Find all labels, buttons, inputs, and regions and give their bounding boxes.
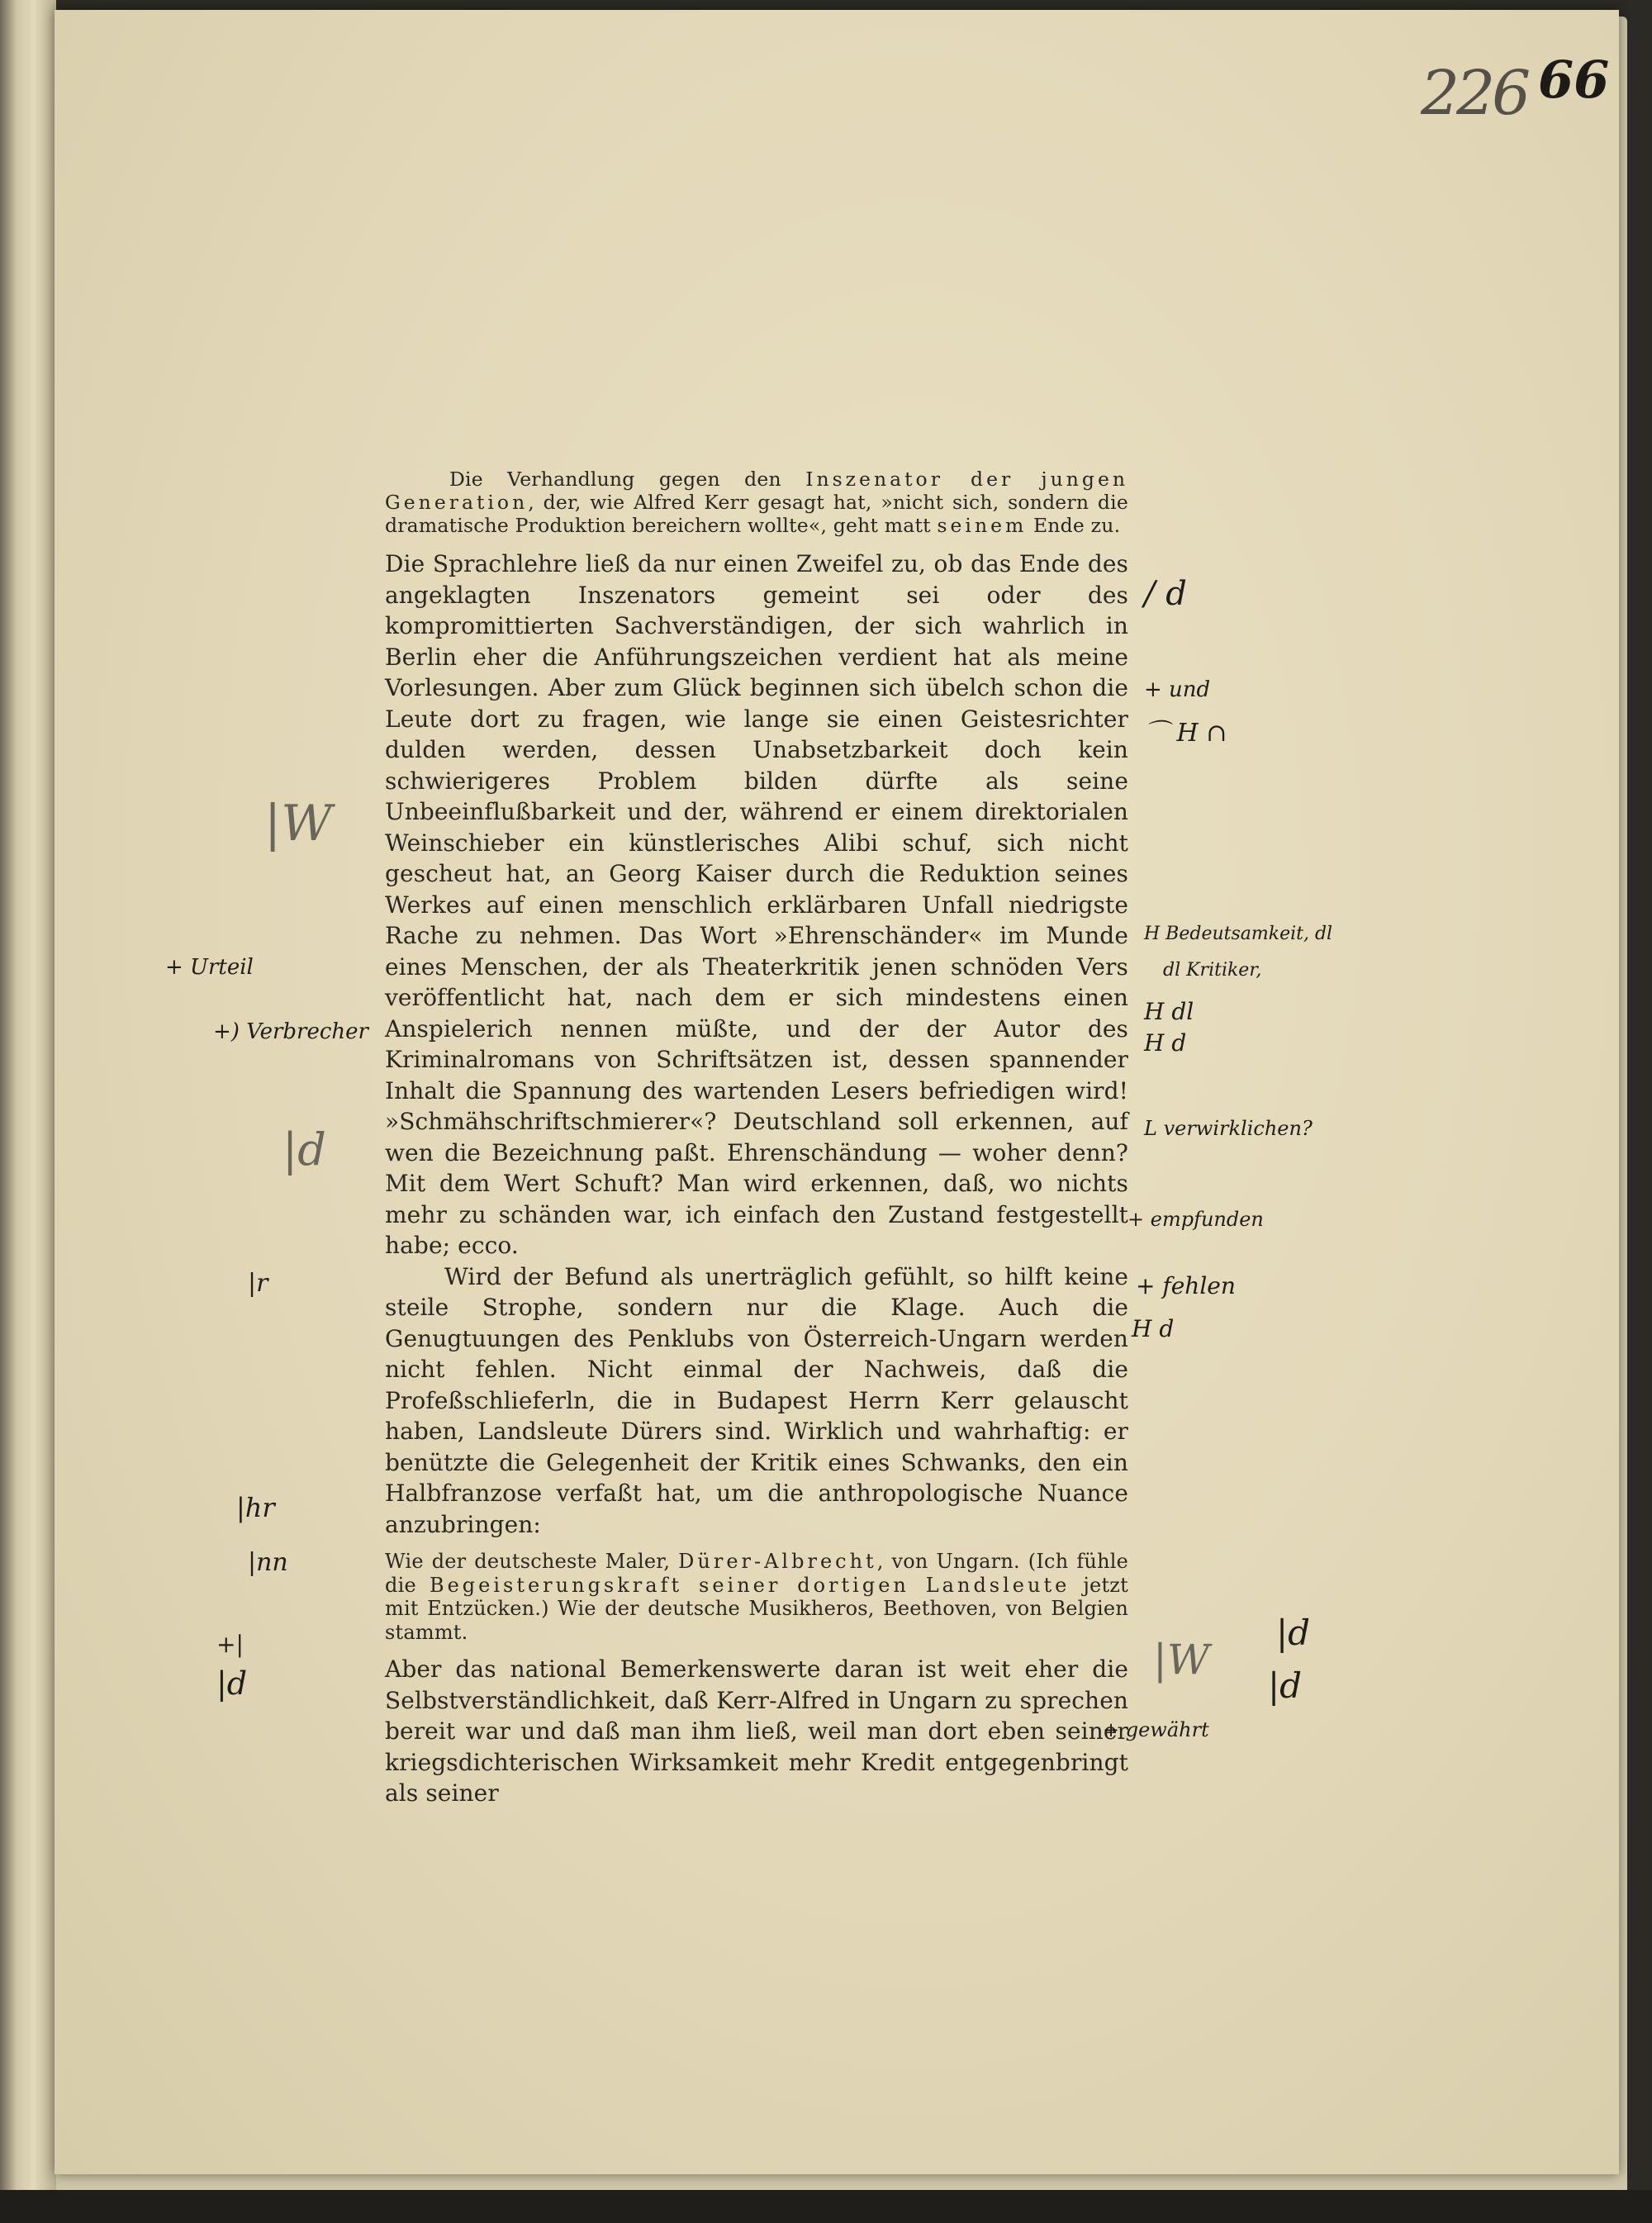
- quote-spaced-1: Dürer-Albrecht: [678, 1550, 877, 1573]
- folio-number-ink: 66: [1538, 50, 1610, 110]
- margin-note-right-13: |d: [1268, 1665, 1303, 1706]
- margin-note-right-5: dl Kritiker,: [1163, 960, 1262, 981]
- margin-note-left-3: |r: [248, 1269, 268, 1298]
- body-paragraph-3: Aber das national Bemerkenswerte daran ist weit eher die Selbstverständlichkeit, daß Kerr-Alfred in Ungarn zu sprechen bereit war und daß man ihm ließ, weil man dort eben seiner kriegsdichterischen Wirksamkeit mehr Kredit entgegenbringt als seiner: [385, 1655, 1128, 1807]
- margin-note-right-4: H Bedeutsamkeit, dl: [1144, 924, 1333, 944]
- body-paragraph-1: Die Sprachlehre ließ da nur einen Zweifel zu, ob das Ende des angeklagten Inszenators gemeint sei oder des kompromittierten Sachverständigen, der sich wahrlich in Berlin eher die Anführungszeichen verdient hat als meine Vorlesungen. Aber zum Glück beginnen sich übelch schon die Leute dort zu fragen, wie lange sie einen Geistesrichter dulden werden, dessen Unabsetzbarkeit doch kein schwierigeres Problem bilden dürfte als seine Unbeeinflußbarkeit und der, während er einem direktorialen Weinschieber ein künstlerisches Alibi schuf, sich nicht gescheut hat, an Georg Kaiser durch die Reduktion seines Werkes auf einen menschlich erklärbaren Unfall niedrigste Rache zu nehmen. Das Wort »Ehrenschänder« im Munde eines Menschen, der als Theaterkritik jenen schnöden Vers veröffentlicht hat, nach dem er sich mindestens einen Anspielerich nennen müßte, und der der Autor des Kriminalromans von Schriftsätzen ist, dessen spannender Inhalt die Spannung des wartenden Lesers befriedigen wird! »Schmähschriftschmierer«? Deutschland soll erkennen, auf wen die Bezeichnung paßt. Ehrenschändung — woher denn? Mit dem Wert Schuft? Man wird erkennen, daß, wo nichts mehr zu schänden war, ich einfach den Zustand festgestellt habe; ecco.: [385, 550, 1128, 1259]
- intro-spaced-1: Inszenator der jungen Generation: [385, 468, 1128, 514]
- margin-note-right-12: |d: [1276, 1613, 1311, 1653]
- margin-note-right-pencil-1: |W: [1153, 1636, 1210, 1684]
- margin-note-right-7: H d: [1144, 1029, 1187, 1057]
- margin-note-right-9: + empfunden: [1127, 1208, 1264, 1231]
- text-block: [385, 468, 1128, 1809]
- margin-note-left-4: |hr: [236, 1492, 275, 1523]
- margin-note-right-11: H d: [1132, 1315, 1175, 1342]
- scan-bottom-edge: [0, 2190, 1652, 2223]
- margin-note-left-pencil-1: |W: [264, 795, 332, 853]
- body-paragraph-2: Wird der Befund als unerträglich gefühlt, so hilft keine steile Strophe, sondern nur die Klage. Auch die Genugtuungen des Penklubs von Österreich-Ungarn werden nicht fehlen. Nicht einmal der Nachweis, daß die Profeßschlieferln, die in Budapest Herrn Kerr gelauscht haben, Landsleute Dürers sind. Wirklich und wahrhaftig: er benützte die Gelegenheit der Kritik eines Schwanks, den ein Halbfranzose verfaßt hat, um die anthropologische Nuance anzubringen:: [385, 1262, 1128, 1538]
- folio-number-pencil: 226: [1421, 58, 1528, 129]
- margin-note-right-1: / d: [1144, 575, 1187, 613]
- margin-note-right-3: ⌒ H ∩: [1144, 719, 1227, 748]
- margin-note-left-6: +|: [216, 1631, 244, 1658]
- quote-text-1: Wie der deutscheste Maler,: [385, 1550, 679, 1573]
- book-binding-edge: [0, 0, 56, 2223]
- intro-text-1: Die Verhandlung gegen den: [449, 468, 806, 491]
- margin-note-left-pencil-2: |d: [282, 1123, 326, 1176]
- quote-text-2: , von Ungarn. (Ich fühle die: [385, 1550, 1128, 1597]
- margin-note-left-1: + Urteil: [165, 955, 254, 980]
- intro-paragraph: [385, 468, 1128, 537]
- margin-note-right-10: + fehlen: [1136, 1272, 1236, 1299]
- quote-spaced-2: Begeisterungskraft seiner dortigen Landsleute: [429, 1573, 1070, 1597]
- intro-text-2: , der, wie Alfred Kerr gesagt hat, »nicht sich, sondern die dramatische Produktion bereichern wollte«, geht matt: [385, 491, 1128, 537]
- margin-note-left-5: |nn: [248, 1548, 288, 1577]
- margin-note-left-2: +) Verbrecher: [213, 1019, 368, 1044]
- margin-note-right-8: L verwirklichen?: [1144, 1117, 1313, 1140]
- intro-spaced-2: seinem: [937, 514, 1028, 537]
- margin-note-right-14: + gewährt: [1103, 1718, 1209, 1741]
- intro-text-3: Ende zu.: [1027, 514, 1121, 537]
- margin-note-right-6: H dl: [1144, 998, 1194, 1025]
- margin-note-left-7: |d: [216, 1665, 248, 1702]
- margin-note-right-2: + und: [1144, 677, 1211, 702]
- quote-text-3: jetzt mit Entzücken.) Wie der deutsche Musikheros, Beethoven, von Belgien stammt.: [385, 1573, 1128, 1644]
- block-quote: [385, 1550, 1128, 1644]
